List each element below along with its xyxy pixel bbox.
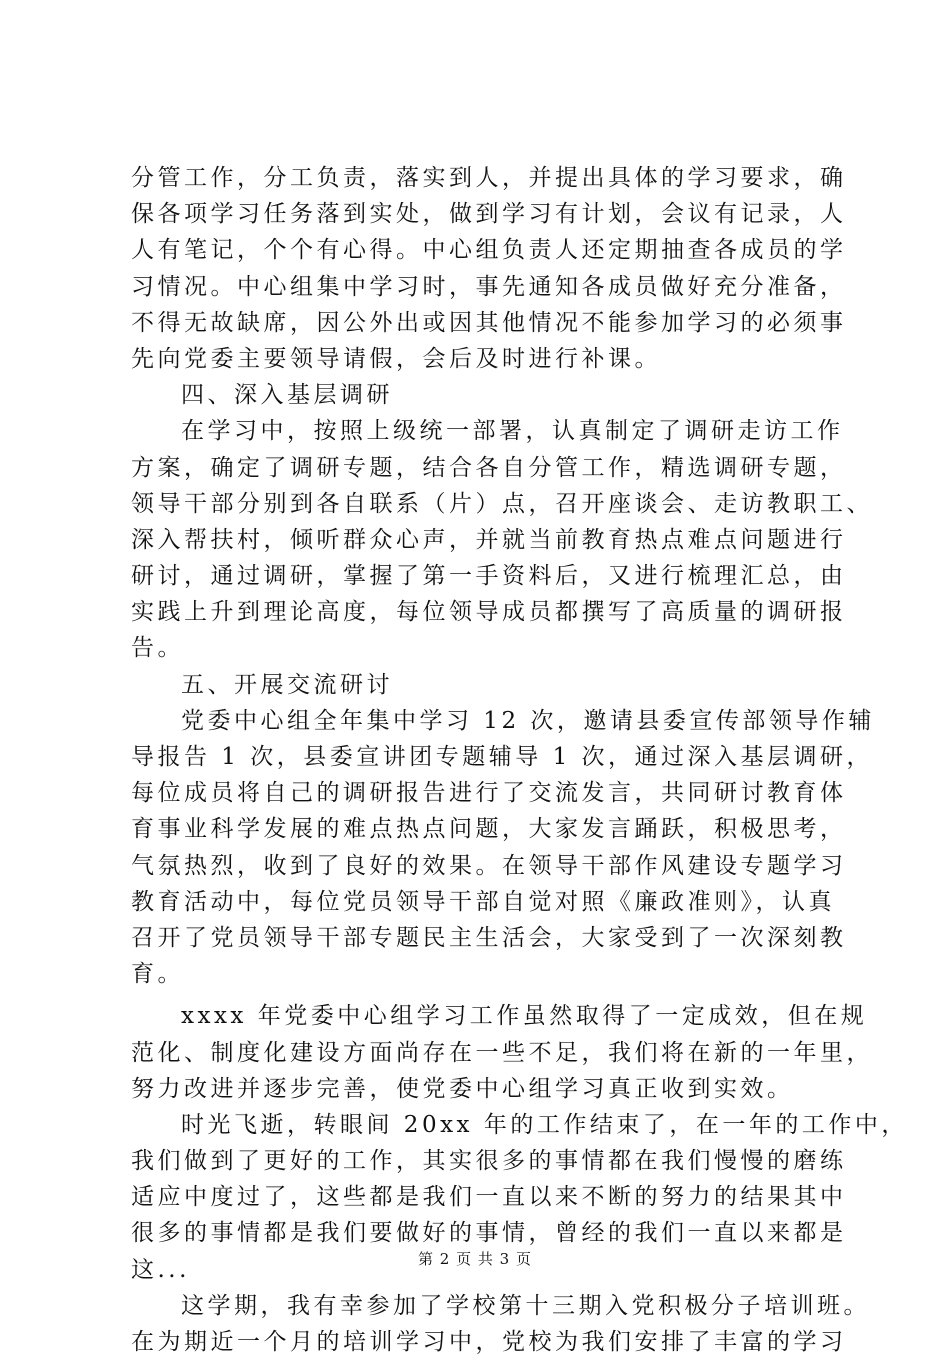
text-line: 研讨，通过调研，掌握了第一手资料后，又进行梳理汇总，由 bbox=[131, 563, 847, 590]
document-body bbox=[131, 160, 908, 1360]
text-line: 保各项学习任务落到实处，做到学习有计划，会议有记录，人 bbox=[131, 201, 847, 228]
text-line: 方案，确定了调研专题，结合各自分管工作，精选调研专题， bbox=[131, 454, 847, 481]
text-line: 五、开展交流研讨 bbox=[181, 671, 393, 698]
text-line: 我们做到了更好的工作，其实很多的事情都在我们慢慢的磨练 bbox=[131, 1148, 847, 1175]
text-line: 每位成员将自己的调研报告进行了交流发言，共同研讨教育体 bbox=[131, 780, 847, 807]
text-line: 气氛热烈，收到了良好的效果。在领导干部作风建设专题学习 bbox=[131, 852, 847, 879]
text-line: 告。 bbox=[131, 635, 184, 662]
text-line: 习情况。中心组集中学习时，事先通知各成员做好充分准备， bbox=[131, 273, 847, 300]
text-line: 范化、制度化建设方面尚存在一些不足，我们将在新的一年里， bbox=[131, 1039, 873, 1066]
text-line: 召开了党员领导干部专题民主生活会，大家受到了一次深刻教 bbox=[131, 924, 847, 951]
text-line: 分管工作，分工负责，落实到人，并提出具体的学习要求，确 bbox=[131, 165, 847, 191]
text-line: xxxx 年党委中心组学习工作虽然取得了一定成效，但在规 bbox=[181, 1003, 868, 1030]
text-line: 党委中心组全年集中学习 12 次，邀请县委宣传部领导作辅 bbox=[181, 707, 875, 734]
text-line: 人有笔记，个个有心得。中心组负责人还定期抽查各成员的学 bbox=[131, 237, 847, 264]
text-line: 努力改进并逐步完善，使党委中心组学习真正收到实效。 bbox=[131, 1075, 794, 1102]
text-line: 实践上升到理论高度，每位领导成员都撰写了高质量的调研报 bbox=[131, 599, 847, 626]
text-line: 育。 bbox=[131, 961, 184, 988]
text-line: 导报告 1 次，县委宣讲团专题辅导 1 次，通过深入基层调研， bbox=[131, 744, 874, 770]
text-line: 适应中度过了，这些都是我们一直以来不断的努力的结果其中 bbox=[131, 1184, 847, 1211]
text-line: 时光飞逝，转眼间 20xx 年的工作结束了，在一年的工作中， bbox=[181, 1111, 908, 1138]
text-line: 在为期近一个月的培训学习中，党校为我们安排了丰富的学习 bbox=[131, 1329, 847, 1355]
text-line: 教育活动中，每位党员领导干部自觉对照《廉政准则》，认真 bbox=[131, 888, 835, 915]
page-footer: 第 2 页 共 3 页 bbox=[418, 1250, 532, 1268]
text-line: 深入帮扶村，倾听群众心声，并就当前教育热点难点问题进行 bbox=[131, 526, 847, 553]
text-line: 这学期，我有幸参加了学校第十三期入党积极分子培训班。 bbox=[181, 1292, 870, 1319]
text-line: 很多的事情都是我们要做好的事情，曾经的我们一直以来都是 bbox=[131, 1220, 847, 1247]
text-line: 领导干部分别到各自联系（片）点，召开座谈会、走访教职工、 bbox=[131, 490, 873, 517]
text-line: 在学习中，按照上级统一部署，认真制定了调研走访工作 bbox=[181, 418, 844, 445]
text-line: 这... bbox=[131, 1256, 190, 1283]
text-line: 不得无故缺席，因公外出或因其他情况不能参加学习的必须事 bbox=[131, 309, 847, 336]
text-line: 育事业科学发展的难点热点问题，大家发言踊跃，积极思考， bbox=[131, 816, 847, 843]
text-line: 先向党委主要领导请假，会后及时进行补课。 bbox=[131, 345, 661, 372]
text-line: 四、深入基层调研 bbox=[181, 382, 393, 409]
